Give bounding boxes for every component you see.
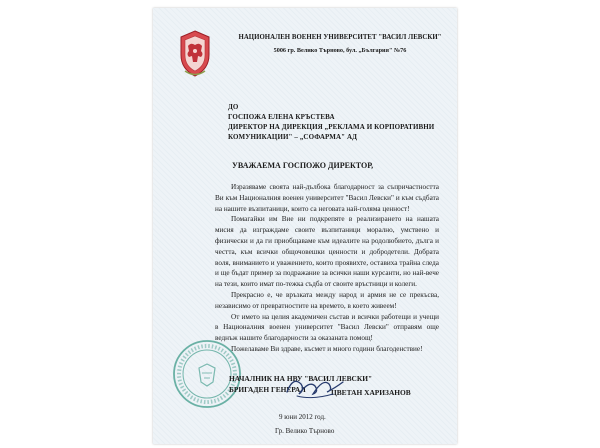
salutation: УВАЖАЕМА ГОСПОЖО ДИРЕКТОР, [232,161,374,170]
paragraph: Прекрасно е, че връзката между народ и армия не се прекъсва, независимо от превратностите на времето, в което живеем! [215,290,439,310]
paragraph: Изразяваме своята най-дълбока благодарност за съпричастността Ви към Националния военен университет "Васил Левски" и към съдбата на нашите възпитаници, които са неговата най-голяма ценност! [215,183,439,213]
recipient-to: ДО [228,103,239,111]
signatory-position: НАЧАЛНИК НА НВУ "ВАСИЛ ЛЕВСКИ" [229,374,373,383]
letter-place: Гр. Велико Търново [275,427,335,435]
handwritten-signature [283,370,347,402]
letter-date: 9 юни 2012 год. [279,413,326,421]
signatory-name: ЦВЕТАН ХАРИЗАНОВ [331,388,411,397]
recipient-name: ГОСПОЖА ЕЛЕНА КРЪСТЕВА [228,113,335,121]
recipient-title: ДИРЕКТОР НА ДИРЕКЦИЯ „РЕКЛАМА И КОРПОРАТИВНИ [228,123,435,131]
signatory-rank: БРИГАДЕН ГЕНЕРАЛ [229,385,306,394]
paragraph: Помагайки им Вие ни подкрепяте в реализирането на нашата мисия да изграждаме своите възпитаници морално, умствено и физически и да ги приобщаваме към идеалите на родолюбието, дълга и честта, към всички общочовешки ценности и добродетели. Добрата воля, вниманието и уважението, които проявихте, оставиха трайна следа и ще бъдат пример за подражание за всички наши курсанти, но най-вече на тези, които имат по-тежка съдба от своите връстници и колеги. [215,215,439,289]
recipient-company: КОМУНИКАЦИИ" – „СОФАРМА" АД [228,133,358,141]
letterhead-address: 5006 гр. Велико Търново, бул. „България" №76 [273,47,407,54]
university-crest-logo [175,29,215,79]
letterhead-title: НАЦИОНАЛЕН ВОЕНЕН УНИВЕРСИТЕТ "ВАСИЛ ЛЕВСКИ" [238,34,442,41]
paragraph: Пожелаваме Ви здраве, късмет и много години благоденствие! [231,344,423,353]
letter-page [153,8,457,444]
letter-body [215,182,439,355]
paragraph: От името на целия академичен състав и всички работещи и учещи в Националния военен университет "Васил Левски" отправям още веднъж нашите благодарности за оказаната помощ! [215,312,439,343]
